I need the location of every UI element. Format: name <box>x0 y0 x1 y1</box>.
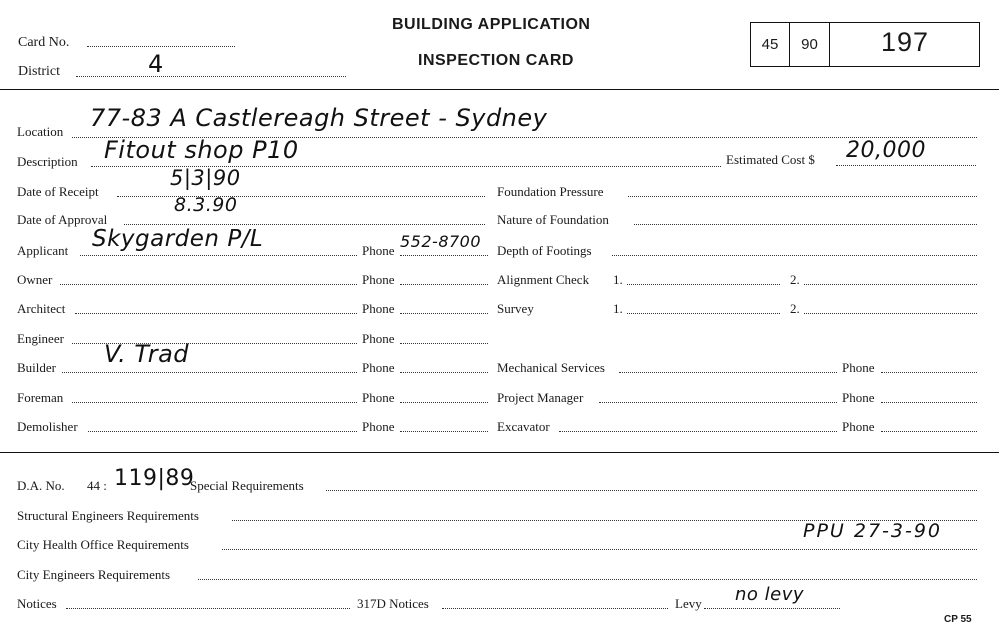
foreman-line <box>72 402 357 403</box>
foundation-pressure-label: Foundation Pressure <box>497 184 604 199</box>
applicant-phone-value: 552-8700 <box>400 232 482 251</box>
box-b: 90 <box>801 36 818 53</box>
nature-of-foundation-label: Nature of Foundation <box>497 212 609 227</box>
architect-phone-line <box>400 313 488 314</box>
applicant-value: Skygarden P/L <box>92 226 264 252</box>
header-rule <box>0 89 999 90</box>
location-label: Location <box>17 124 64 139</box>
demolisher-phone-label: Phone <box>362 419 395 434</box>
excavator-phone-label: Phone <box>842 419 875 434</box>
description-label: Description <box>17 154 78 169</box>
estimated-cost-value: 20,000 <box>846 138 926 163</box>
date-of-receipt-value: 5|3|90 <box>170 166 241 190</box>
survey-line-1 <box>627 313 780 314</box>
project-manager-phone-label: Phone <box>842 390 875 405</box>
levy-value: no levy <box>735 584 805 605</box>
description-value: Fitout shop P10 <box>104 136 299 164</box>
demolisher-phone-line <box>400 431 488 432</box>
levy-line <box>704 608 840 609</box>
mechanical-phone-line <box>881 372 977 373</box>
owner-label: Owner <box>17 272 53 287</box>
architect-phone-label: Phone <box>362 301 395 316</box>
city-health-label: City Health Office Requirements <box>17 537 189 552</box>
nature-of-foundation-line <box>634 224 977 225</box>
district-line <box>76 76 346 77</box>
alignment-num-2: 2. <box>790 272 800 287</box>
depth-of-footings-line <box>612 255 977 256</box>
da-prefix: 44 : <box>87 478 107 493</box>
engineer-label: Engineer <box>17 331 64 346</box>
title-line-2: INSPECTION CARD <box>418 52 574 69</box>
notices-317d-line <box>442 608 668 609</box>
applicant-label: Applicant <box>17 243 69 258</box>
alignment-line-2 <box>804 284 977 285</box>
owner-line <box>60 284 357 285</box>
architect-label: Architect <box>17 301 66 316</box>
city-engineers-label: City Engineers Requirements <box>17 567 171 582</box>
alignment-line-1 <box>627 284 780 285</box>
da-value: 119|89 <box>114 466 195 491</box>
special-requirements-line <box>326 490 977 491</box>
mechanical-services-label: Mechanical Services <box>497 360 605 375</box>
date-of-approval-value: 8.3.90 <box>174 194 238 216</box>
demolisher-line <box>88 431 357 432</box>
title-line-1: BUILDING APPLICATION <box>392 16 591 33</box>
project-manager-label: Project Manager <box>497 390 584 405</box>
form-code: CP 55 <box>944 614 972 625</box>
applicant-line <box>80 255 357 256</box>
structural-engineers-label: Structural Engineers Requirements <box>17 508 199 523</box>
project-manager-phone-line <box>881 402 977 403</box>
builder-phone-line <box>400 372 488 373</box>
excavator-phone-line <box>881 431 977 432</box>
mechanical-phone-label: Phone <box>842 360 875 375</box>
box-a: 45 <box>761 36 779 53</box>
date-of-approval-label: Date of Approval <box>17 212 108 227</box>
engineer-phone-line <box>400 343 488 344</box>
survey-num-1: 1. <box>613 301 623 316</box>
excavator-label: Excavator <box>497 419 550 434</box>
foreman-phone-line <box>400 402 488 403</box>
card-no-label: Card No. <box>18 35 70 50</box>
engineer-phone-label: Phone <box>362 331 395 346</box>
district-label: District <box>18 64 60 79</box>
alignment-num-1: 1. <box>613 272 623 287</box>
date-of-receipt-line <box>117 196 485 197</box>
notices-317d-label: 317D Notices <box>357 596 429 611</box>
date-of-approval-line <box>124 224 485 225</box>
notices-line <box>66 608 350 609</box>
estimated-cost-line <box>836 165 976 166</box>
applicant-phone-label: Phone <box>362 243 395 258</box>
da-no-label: D.A. No. <box>17 478 65 493</box>
survey-line-2 <box>804 313 977 314</box>
alignment-check-label: Alignment Check <box>497 272 590 287</box>
city-health-value: PPU 27-3-90 <box>803 520 943 542</box>
builder-value: V. Trad <box>104 340 190 368</box>
levy-label: Levy <box>675 596 702 611</box>
mechanical-services-line <box>619 372 837 373</box>
builder-label: Builder <box>17 360 56 375</box>
foreman-label: Foreman <box>17 390 64 405</box>
foundation-pressure-line <box>628 196 977 197</box>
foreman-phone-label: Phone <box>362 390 395 405</box>
survey-label: Survey <box>497 301 534 316</box>
location-value: 77-83 A Castlereagh Street - Sydney <box>90 104 548 132</box>
builder-line <box>62 372 357 373</box>
owner-phone-line <box>400 284 488 285</box>
card-no-line <box>87 46 235 47</box>
survey-num-2: 2. <box>790 301 800 316</box>
city-health-line <box>222 549 977 550</box>
special-requirements-label: Special Requirements <box>190 478 304 493</box>
builder-phone-label: Phone <box>362 360 395 375</box>
city-engineers-line <box>198 579 977 580</box>
section-rule <box>0 452 999 453</box>
owner-phone-label: Phone <box>362 272 395 287</box>
excavator-line <box>559 431 837 432</box>
notices-label: Notices <box>17 596 57 611</box>
depth-of-footings-label: Depth of Footings <box>497 243 592 258</box>
applicant-phone-line <box>400 255 488 256</box>
date-of-receipt-label: Date of Receipt <box>17 184 99 199</box>
box-c: 197 <box>880 27 930 57</box>
estimated-cost-label: Estimated Cost $ <box>726 152 815 167</box>
project-manager-line <box>599 402 837 403</box>
demolisher-label: Demolisher <box>17 419 78 434</box>
architect-line <box>75 313 357 314</box>
district-value: 4 <box>148 50 164 78</box>
